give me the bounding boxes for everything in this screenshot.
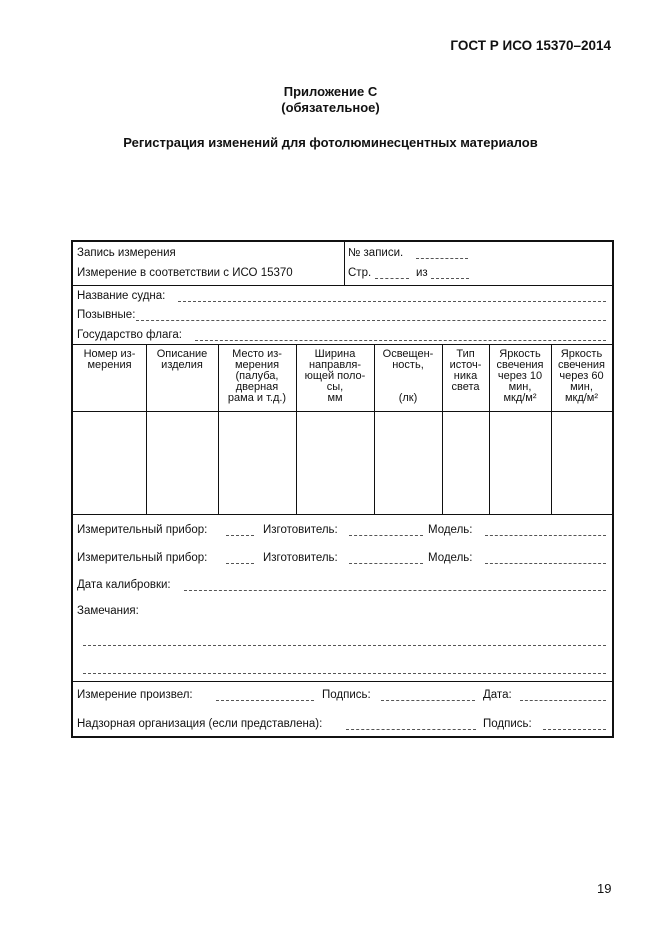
row-divider xyxy=(73,681,612,682)
calibration-date-field[interactable] xyxy=(184,590,606,591)
measurement-conformity: Измерение в соответствии с ИСО 15370 xyxy=(77,267,293,279)
supervisory-org-label: Надзорная организация (если представлена): xyxy=(77,718,323,730)
call-sign-label: Позывные: xyxy=(77,309,136,321)
supervisory-signature-field[interactable] xyxy=(543,729,606,730)
page-number: 19 xyxy=(597,881,612,896)
flag-state-label: Государство флага: xyxy=(77,329,182,341)
page-number-field[interactable] xyxy=(375,278,409,279)
ship-name-label: Название судна: xyxy=(77,290,166,302)
record-label: Запись измерения xyxy=(77,247,176,259)
column-header-measurement-location: Место из- мерения (палуба, дверная рама и т.д.) xyxy=(227,348,287,404)
signature-field[interactable] xyxy=(381,700,475,701)
appendix-status: (обязательное) xyxy=(281,100,380,115)
model-field[interactable] xyxy=(485,535,606,536)
row-divider xyxy=(73,344,612,345)
column-header-illuminance: Освещен- ность, (лк) xyxy=(382,348,434,404)
header-divider xyxy=(344,242,345,285)
ship-name-field[interactable] xyxy=(178,301,606,302)
appendix-title: Приложение С xyxy=(283,84,378,99)
instrument-label: Измерительный прибор: xyxy=(77,552,208,564)
signature-label: Подпись: xyxy=(322,689,371,701)
flag-state-field[interactable] xyxy=(195,340,606,341)
date-field[interactable] xyxy=(520,700,606,701)
appendix-subtitle: Регистрация изменений для фотолюминесцентных материалов xyxy=(123,135,538,150)
standard-designation: ГОСТ Р ИСО 15370–2014 xyxy=(450,38,611,53)
column-header-strip-width: Ширина направля- ющей поло- сы, мм xyxy=(304,348,366,404)
instrument-field[interactable] xyxy=(226,535,254,536)
call-sign-field[interactable] xyxy=(136,320,606,321)
measured-by-field[interactable] xyxy=(216,700,314,701)
model-field[interactable] xyxy=(485,563,606,564)
column-header-luminance-10min: Яркость свечения через 10 мин, мкд/м² xyxy=(496,348,544,404)
measurement-record-form xyxy=(71,240,614,738)
instrument-field[interactable] xyxy=(226,563,254,564)
column-header-light-source-type: Тип источ- ника света xyxy=(449,348,482,393)
model-label: Модель: xyxy=(428,552,473,564)
column-header-measurement-number: Номер из- мерения xyxy=(83,348,136,371)
model-label: Модель: xyxy=(428,524,473,536)
row-divider xyxy=(73,285,612,286)
row-divider xyxy=(73,514,612,515)
manufacturer-field[interactable] xyxy=(349,563,423,564)
manufacturer-field[interactable] xyxy=(349,535,423,536)
remarks-field[interactable] xyxy=(83,673,606,674)
record-number-field[interactable] xyxy=(416,258,468,259)
record-number-label: № записи. xyxy=(348,247,404,259)
measured-by-label: Измерение произвел: xyxy=(77,689,193,701)
column-header-item-description: Описание изделия xyxy=(156,348,208,371)
manufacturer-label: Изготовитель: xyxy=(263,552,338,564)
of-label: из xyxy=(416,267,428,279)
remarks-label: Замечания: xyxy=(77,605,139,617)
page-label: Стр. xyxy=(348,267,372,279)
page-total-field[interactable] xyxy=(431,278,469,279)
row-divider xyxy=(73,411,612,412)
column-header-luminance-60min: Яркость свечения через 60 мин, мкд/м² xyxy=(558,348,605,404)
date-label: Дата: xyxy=(483,689,512,701)
supervisory-org-field[interactable] xyxy=(346,729,476,730)
calibration-date-label: Дата калибровки: xyxy=(77,579,171,591)
signature-label: Подпись: xyxy=(483,718,532,730)
instrument-label: Измерительный прибор: xyxy=(77,524,208,536)
manufacturer-label: Изготовитель: xyxy=(263,524,338,536)
remarks-field[interactable] xyxy=(83,645,606,646)
